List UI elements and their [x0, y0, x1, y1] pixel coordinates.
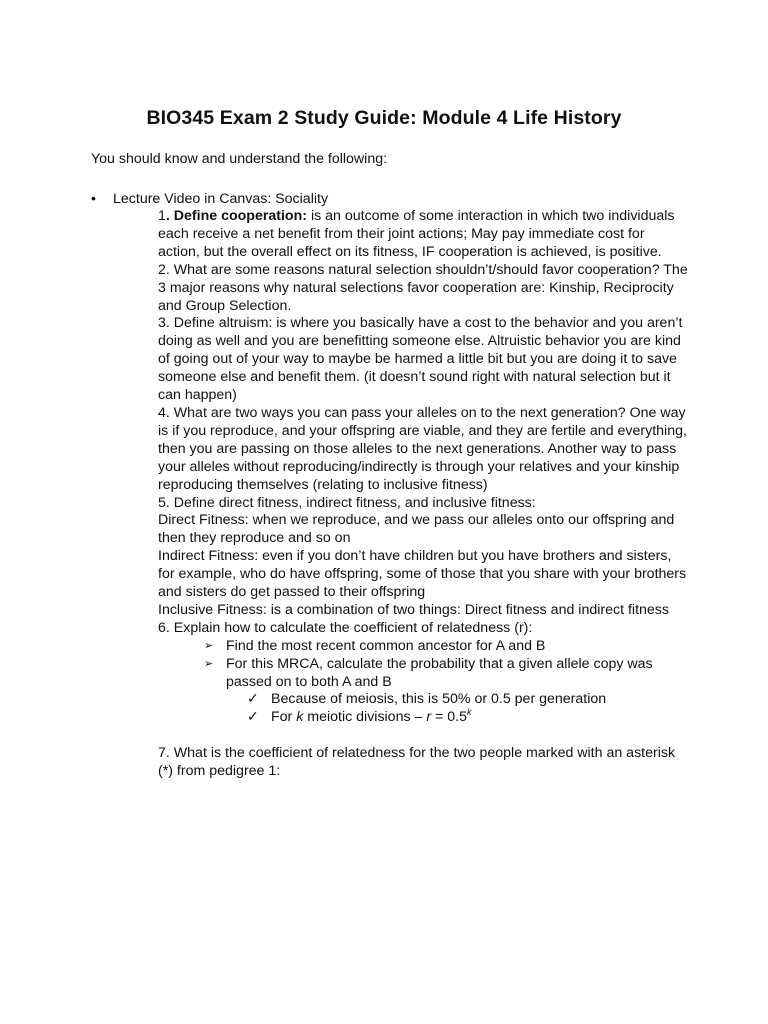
bullet-dot-icon: • — [91, 191, 96, 207]
checkmark-icon: ✓ — [247, 691, 259, 708]
question-1: 1. Define cooperation: is an outcome of some interaction in which two individuals each receive a net benefit from their joint actions; May pay immediate cost for action, but the overall effect on its fitness, IF cooperation is achieved, is positive. — [158, 208, 675, 260]
question-4: 4. What are two ways you can pass your alleles on to the next generation? One way is if you reproduce, and your offspring are viable, and they are fertile and everything, then you are passing on those alleles to the next generations. Another way to pass your alleles without reproducing/indirectly is through your relatives and your kinship reproducing themselves (relating to inclusive fitness) — [158, 404, 687, 493]
question-5: 5. Define direct fitness, indirect fitness, and inclusive fitness: — [158, 494, 536, 511]
page-title: BIO345 Exam 2 Study Guide: Module 4 Life History — [146, 107, 622, 129]
question-7: 7. What is the coefficient of relatedness for the two people marked with an asterisk (*) from pedigree 1: — [158, 745, 676, 780]
direct-fitness-definition: Direct Fitness: when we reproduce, and we pass our alleles onto our offspring and then they reproduce and so on — [158, 512, 675, 547]
list-item: ➢ Find the most recent common ancestor for A and B — [204, 637, 546, 654]
indirect-fitness-definition: Indirect Fitness: even if you don’t have children but you have brothers and sisters, for example, who do have offspring, some of those that you share with your brothers and sisters do get passed to their offspring — [158, 548, 687, 601]
question-2: 2. What are some reasons natural selection shouldn’t/should favor cooperation? The 3 major reasons why natural selections favor cooperation are: Kinship, Reciprocity and Group Selection. — [158, 261, 688, 314]
question-list — [158, 208, 688, 781]
question-3: 3. Define altruism: is where you basically have a cost to the behavior and you aren’t doing as well and you are benefitting someone else. Altruistic behavior you are kind of going out of your way to maybe be harmed a little bit but you are doing it to save someone else and benefit them. (it doesn’t sound right with natural selection but it can happen) — [158, 315, 683, 404]
inclusive-fitness-definition: Inclusive Fitness: is a combination of two things: Direct fitness and indirect fitness — [158, 601, 669, 618]
list-item: ➢ For this MRCA, calculate the probability that a given allele copy was passed on to both A and B — [204, 655, 653, 690]
checkmark-icon: ✓ — [247, 709, 259, 726]
bullet-text: Lecture Video in Canvas: Sociality — [113, 191, 329, 207]
arrow-bullet-icon: ➢ — [204, 639, 214, 652]
arrow-bullet-icon: ➢ — [204, 657, 214, 670]
question-1-answer: is an outcome of some interaction in which two individuals each receive a net benefit from their joint actions; May pay immediate cost for action, but the overall effect on its fitness, IF cooperation is achieved, is positive. — [158, 208, 675, 260]
question-1-label: . Define cooperation: — [165, 208, 307, 224]
list-item: ✓ For k meiotic divisions – $r = 0.5^k$ — [247, 707, 472, 726]
question-6: 6. Explain how to calculate the coefficient of relatedness (r): — [158, 619, 533, 636]
list-item: ✓ Because of meiosis, this is 50% or 0.5 per generation — [247, 691, 607, 708]
intro-text: You should know and understand the following: — [91, 151, 388, 167]
